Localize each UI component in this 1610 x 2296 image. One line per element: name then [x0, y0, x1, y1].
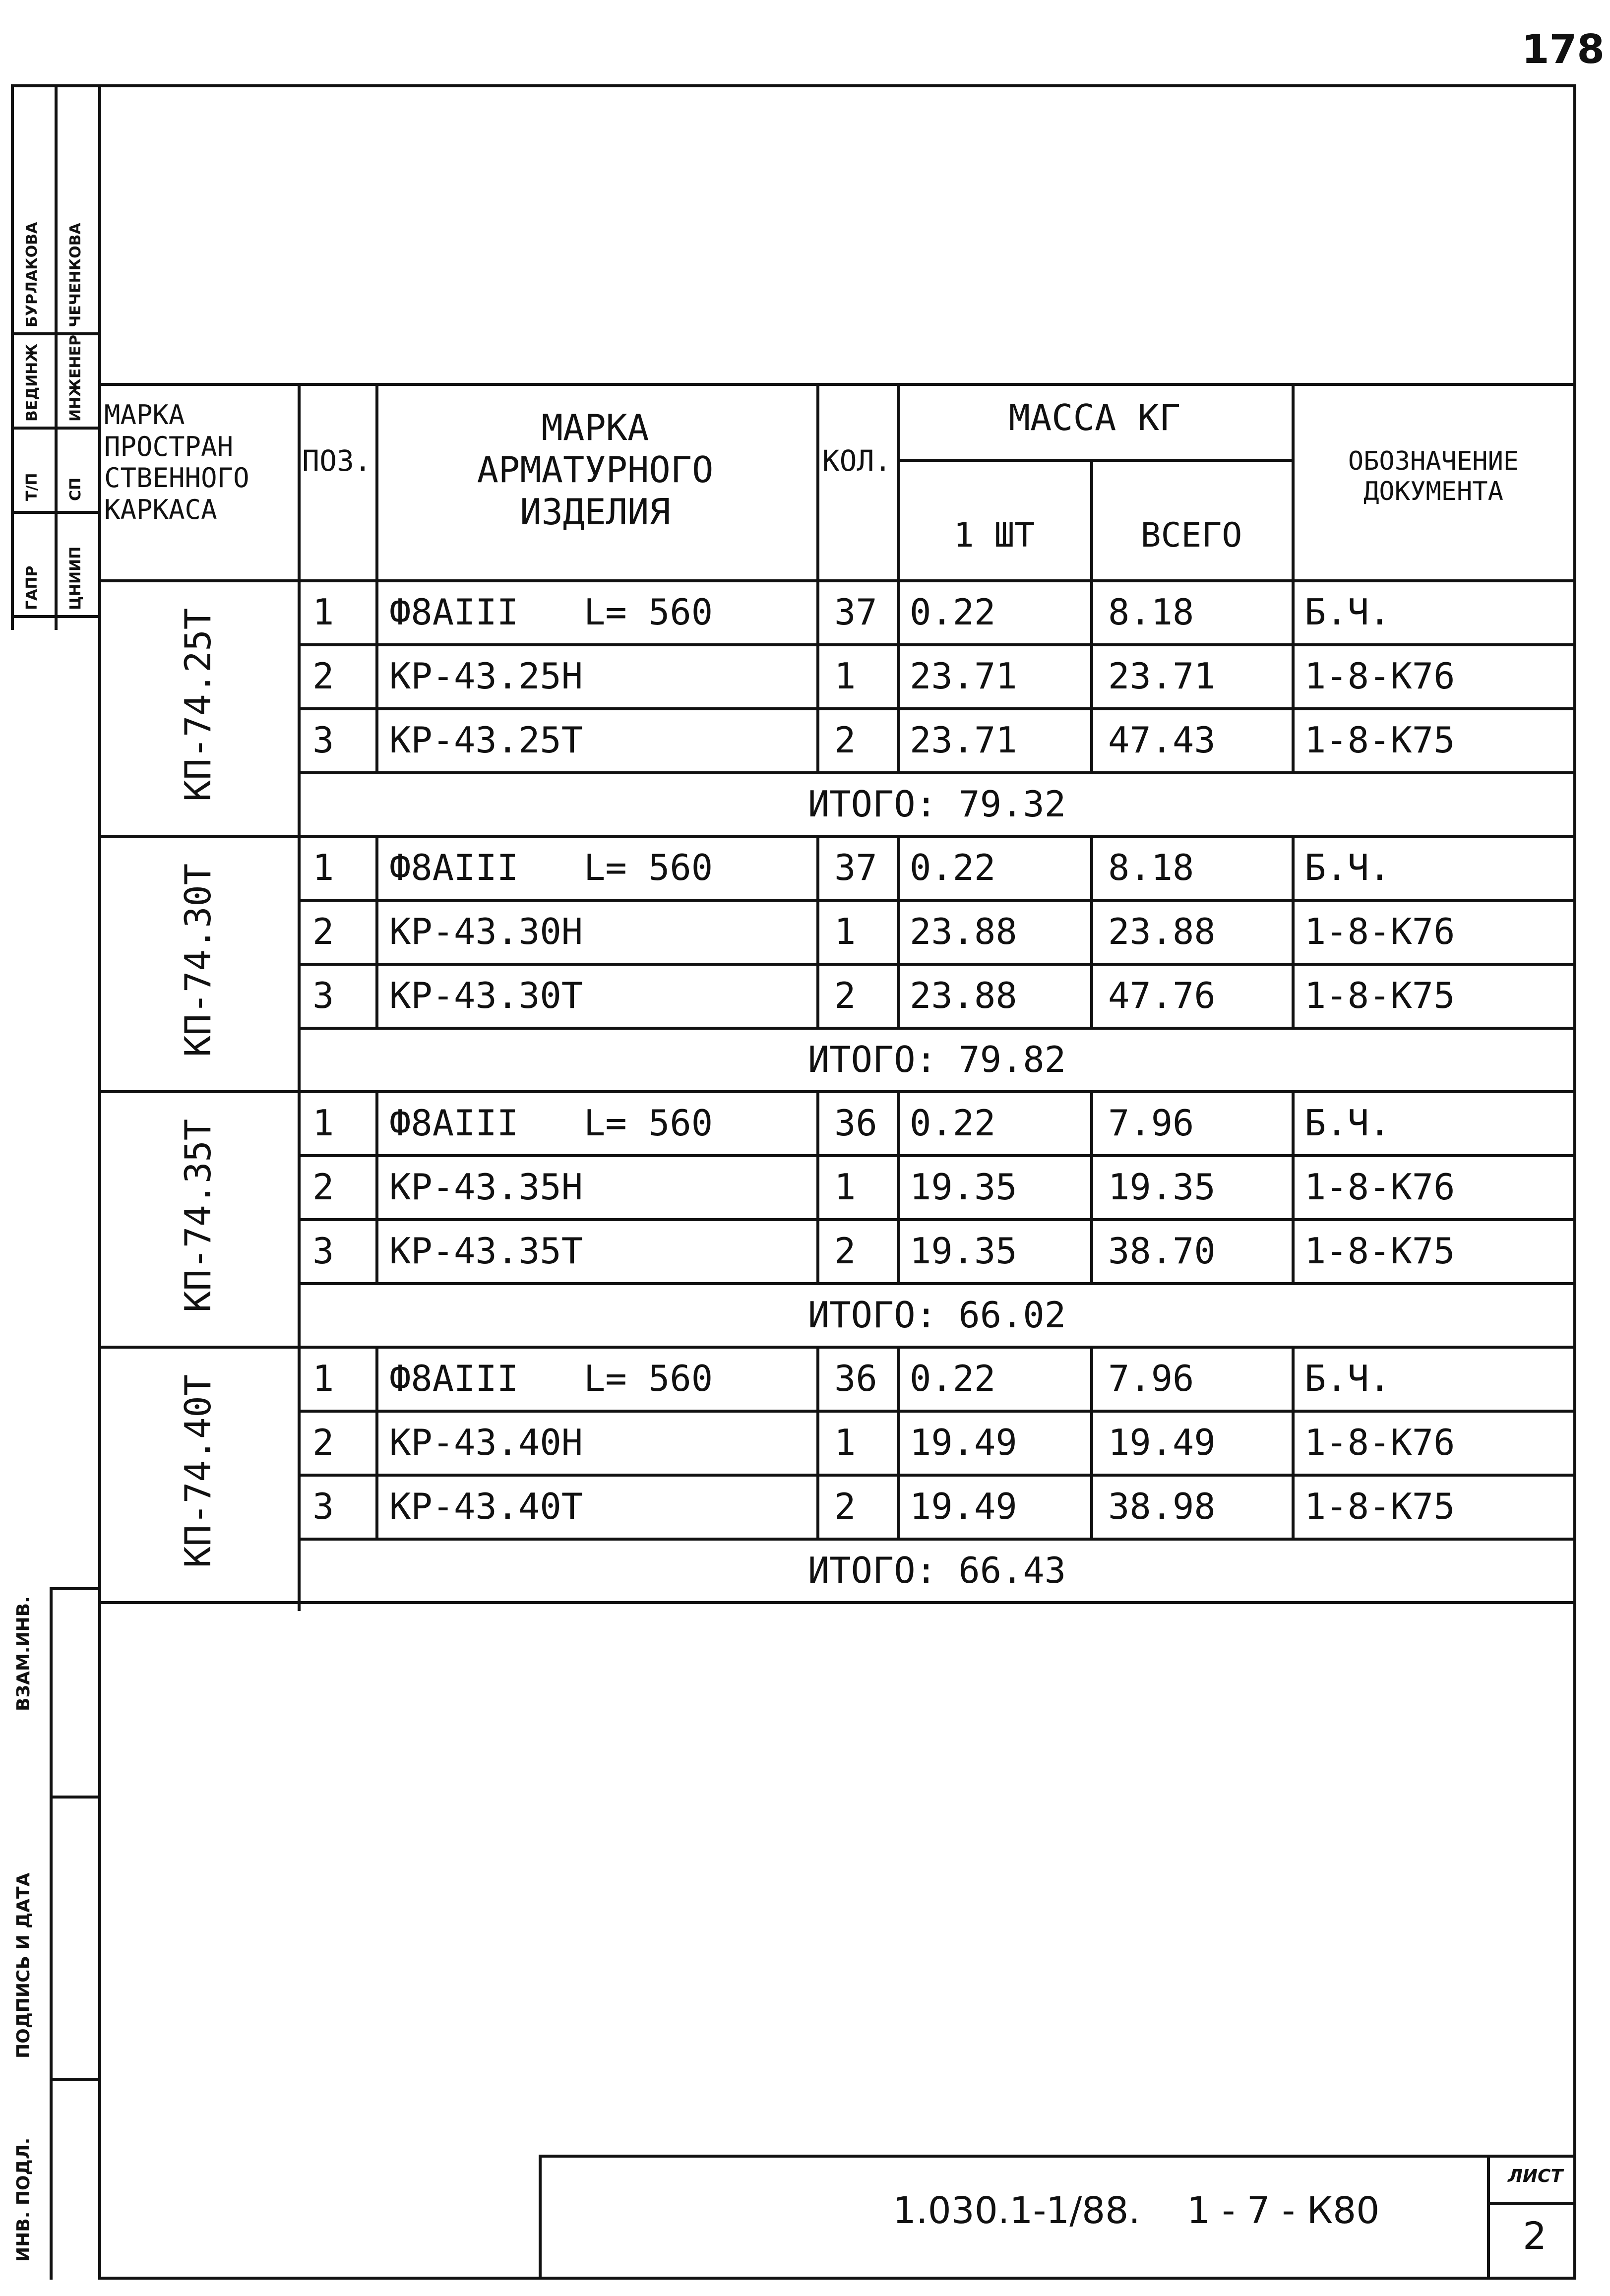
cell-poz: 1: [312, 1102, 334, 1144]
cell-poz: 2: [312, 655, 334, 697]
stamp-vzam-inv: ВЗАМ.ИНВ.: [13, 1596, 34, 1711]
list-number: 2: [1523, 2214, 1547, 2258]
binding-strip-line: [11, 84, 100, 87]
table-line: [816, 835, 819, 1027]
table-line: [298, 1027, 1576, 1030]
list-label: ЛИСТ: [1508, 2166, 1563, 2186]
table-line: [816, 1346, 819, 1538]
cell-doc: 1-8-К75: [1304, 1230, 1455, 1272]
cell-marka: КР-43.40Т: [389, 1486, 583, 1527]
cell-marka: КР-43.30Н: [389, 911, 583, 952]
cell-marka: КР-43.25Н: [389, 655, 583, 697]
binding-strip-line: [11, 511, 100, 514]
title-block-line: [539, 2155, 1576, 2158]
cell-poz: 2: [312, 1422, 334, 1463]
cell-poz: 3: [312, 1486, 334, 1527]
header-oboznachenie: ОБОЗНАЧЕНИЕ ДОКУМЕНТА: [1348, 446, 1519, 507]
cell-marka: КР-43.40Н: [389, 1422, 583, 1463]
cell-mass-total: 7.96: [1108, 1102, 1194, 1144]
table-line: [1292, 1090, 1295, 1282]
cell-mass-1sht: 19.35: [910, 1166, 1017, 1208]
table-line: [816, 579, 819, 771]
table-line: [98, 1090, 1576, 1093]
cell-marka: КР-43.25Т: [389, 719, 583, 761]
stamp-tp: Т/П: [23, 473, 41, 501]
cell-poz: 3: [312, 719, 334, 761]
table-line: [298, 771, 1576, 774]
stamp-inv-podl: ИНВ. ПОДЛ.: [13, 2137, 34, 2262]
lower-strip-line: [50, 1587, 53, 2280]
cell-doc: 1-8-К76: [1304, 1166, 1455, 1208]
table-line: [897, 1090, 900, 1282]
table-line: [98, 579, 1576, 582]
cell-kol: 2: [834, 719, 856, 761]
cell-mass-total: 38.98: [1108, 1486, 1216, 1527]
table-line: [897, 579, 900, 771]
cell-poz: 3: [312, 1230, 334, 1272]
stamp-chechenkova: ЧЕЧЕНКОВА: [67, 223, 84, 327]
cell-marka: КР-43.35Т: [389, 1230, 583, 1272]
table-line: [298, 1154, 1576, 1157]
table-line: [298, 1474, 1576, 1477]
table-line: [298, 899, 1576, 902]
cell-mass-1sht: 19.35: [910, 1230, 1017, 1272]
cell-kol: 2: [834, 975, 856, 1016]
group-label: КП-74.40Т: [177, 1374, 219, 1568]
stamp-tsniip: ЦНИИП: [67, 546, 84, 610]
table-line: [1090, 1090, 1093, 1282]
cell-marka: КР-43.35Н: [389, 1166, 583, 1208]
cell-kol: 1: [834, 1166, 856, 1208]
table-line: [897, 1346, 900, 1538]
stamp-vedinzh: ВЕДИНЖ: [23, 343, 41, 422]
document-code: 1.030.1-1/88. 1 - 7 - К80: [893, 2189, 1380, 2232]
table-line: [897, 459, 1292, 462]
table-line: [98, 835, 1576, 838]
binding-strip-line: [11, 427, 100, 430]
title-block-line: [1487, 2202, 1576, 2205]
stamp-sp: СП: [67, 477, 84, 501]
cell-marka: Ф8АIII: [389, 847, 519, 888]
cell-poz: 2: [312, 1166, 334, 1208]
table-line: [375, 835, 378, 1027]
table-line: [298, 1282, 1576, 1285]
lower-strip-line: [50, 1796, 99, 1799]
table-line: [98, 1601, 1576, 1604]
group-total: ИТОГО: 66.43: [807, 1550, 1066, 1591]
cell-marka: Ф8АIII: [389, 1358, 519, 1399]
table-line: [375, 579, 378, 771]
cell-doc: 1-8-К76: [1304, 1422, 1455, 1463]
group-total: ИТОГО: 79.82: [807, 1039, 1066, 1080]
sheet-number-top: 178: [1522, 26, 1605, 72]
cell-mass-1sht: 23.71: [910, 655, 1017, 697]
cell-mass-1sht: 0.22: [910, 1358, 996, 1399]
cell-mass-total: 23.71: [1108, 655, 1216, 697]
cell-mass-1sht: 23.71: [910, 719, 1017, 761]
cell-kol: 36: [834, 1102, 877, 1144]
table-line: [98, 1346, 1576, 1349]
table-line: [375, 1090, 378, 1282]
table-line: [1292, 1346, 1295, 1538]
cell-kol: 36: [834, 1358, 877, 1399]
group-label: КП-74.25Т: [177, 608, 219, 802]
cell-mass-1sht: 0.22: [910, 1102, 996, 1144]
cell-kol: 2: [834, 1230, 856, 1272]
stamp-inzhener: ИНЖЕНЕР: [67, 334, 84, 422]
cell-mass-1sht: 19.49: [910, 1422, 1017, 1463]
cell-doc: Б.Ч.: [1304, 591, 1391, 633]
binding-strip-line: [11, 615, 100, 618]
table-line: [816, 1090, 819, 1282]
cell-mass-total: 23.88: [1108, 911, 1216, 952]
cell-poz: 1: [312, 1358, 334, 1399]
header-massa-1sht: 1 ШТ: [953, 516, 1035, 555]
table-line: [1292, 579, 1295, 771]
cell-mass-total: 8.18: [1108, 591, 1194, 633]
cell-doc: Б.Ч.: [1304, 1102, 1391, 1144]
table-line: [1292, 383, 1295, 582]
cell-kol: 1: [834, 655, 856, 697]
group-total: ИТОГО: 79.32: [807, 783, 1066, 825]
cell-doc: 1-8-К76: [1304, 655, 1455, 697]
cell-mass-total: 8.18: [1108, 847, 1194, 888]
lower-strip-line: [50, 1587, 99, 1590]
table-line: [298, 963, 1576, 966]
cell-mass-total: 19.49: [1108, 1422, 1216, 1463]
cell-poz: 1: [312, 591, 334, 633]
cell-poz: 2: [312, 911, 334, 952]
table-line: [375, 383, 378, 582]
cell-kol: 2: [834, 1486, 856, 1527]
cell-length: L= 560: [584, 1358, 713, 1399]
cell-doc: 1-8-К75: [1304, 1486, 1455, 1527]
table-line: [375, 1346, 378, 1538]
cell-doc: 1-8-К75: [1304, 975, 1455, 1016]
cell-doc: Б.Ч.: [1304, 847, 1391, 888]
table-line: [298, 383, 301, 1611]
cell-marka: Ф8АIII: [389, 1102, 519, 1144]
table-line: [298, 643, 1576, 646]
cell-mass-1sht: 23.88: [910, 975, 1017, 1016]
table-line: [816, 383, 819, 582]
cell-mass-total: 19.35: [1108, 1166, 1216, 1208]
cell-poz: 3: [312, 975, 334, 1016]
stamp-gapr: ГАПР: [23, 565, 41, 610]
cell-length: L= 560: [584, 1102, 713, 1144]
title-block-line: [1487, 2155, 1490, 2280]
table-line: [897, 835, 900, 1027]
table-line: [298, 1538, 1576, 1541]
cell-marka: КР-43.30Т: [389, 975, 583, 1016]
header-massa-vsego: ВСЕГО: [1140, 516, 1242, 555]
cell-length: L= 560: [584, 591, 713, 633]
group-total: ИТОГО: 66.02: [807, 1294, 1066, 1336]
stamp-burlakova: БУРЛАКОВА: [23, 222, 41, 327]
header-kol: КОЛ.: [822, 444, 892, 478]
cell-mass-1sht: 0.22: [910, 847, 996, 888]
cell-kol: 1: [834, 911, 856, 952]
header-marka-izdeliya: МАРКА АРМАТУРНОГО ИЗДЕЛИЯ: [477, 407, 714, 533]
header-poz: ПОЗ.: [302, 444, 372, 478]
header-massa: МАССА КГ: [1008, 397, 1181, 438]
stamp-podpis-data: ПОДПИСЬ И ДАТА: [13, 1872, 34, 2058]
cell-doc: 1-8-К76: [1304, 911, 1455, 952]
cell-kol: 37: [834, 591, 877, 633]
cell-length: L= 560: [584, 847, 713, 888]
title-block-line: [539, 2155, 542, 2280]
table-line: [1292, 835, 1295, 1027]
lower-strip-line: [50, 2078, 99, 2081]
table-line: [298, 707, 1576, 710]
cell-marka: Ф8АIII: [389, 591, 519, 633]
group-label: КП-74.30Т: [177, 863, 219, 1057]
binding-strip-line: [11, 332, 100, 335]
group-label: КП-74.35Т: [177, 1118, 219, 1312]
table-line: [1090, 1346, 1093, 1538]
binding-strip-line: [55, 84, 58, 630]
cell-mass-total: 47.76: [1108, 975, 1216, 1016]
table-line: [1090, 835, 1093, 1027]
table-line: [298, 1410, 1576, 1413]
header-marka-karkasa: МАРКА ПРОСТРАН СТВЕННОГО КАРКАСА: [104, 399, 249, 526]
table-line: [1090, 579, 1093, 771]
table-line: [298, 1218, 1576, 1221]
cell-doc: Б.Ч.: [1304, 1358, 1391, 1399]
cell-mass-1sht: 0.22: [910, 591, 996, 633]
cell-mass-total: 7.96: [1108, 1358, 1194, 1399]
cell-mass-total: 47.43: [1108, 719, 1216, 761]
cell-mass-1sht: 23.88: [910, 911, 1017, 952]
binding-strip-line: [11, 84, 14, 630]
cell-kol: 37: [834, 847, 877, 888]
cell-doc: 1-8-К75: [1304, 719, 1455, 761]
table-line: [98, 383, 1576, 386]
cell-kol: 1: [834, 1422, 856, 1463]
cell-poz: 1: [312, 847, 334, 888]
cell-mass-1sht: 19.49: [910, 1486, 1017, 1527]
cell-mass-total: 38.70: [1108, 1230, 1216, 1272]
